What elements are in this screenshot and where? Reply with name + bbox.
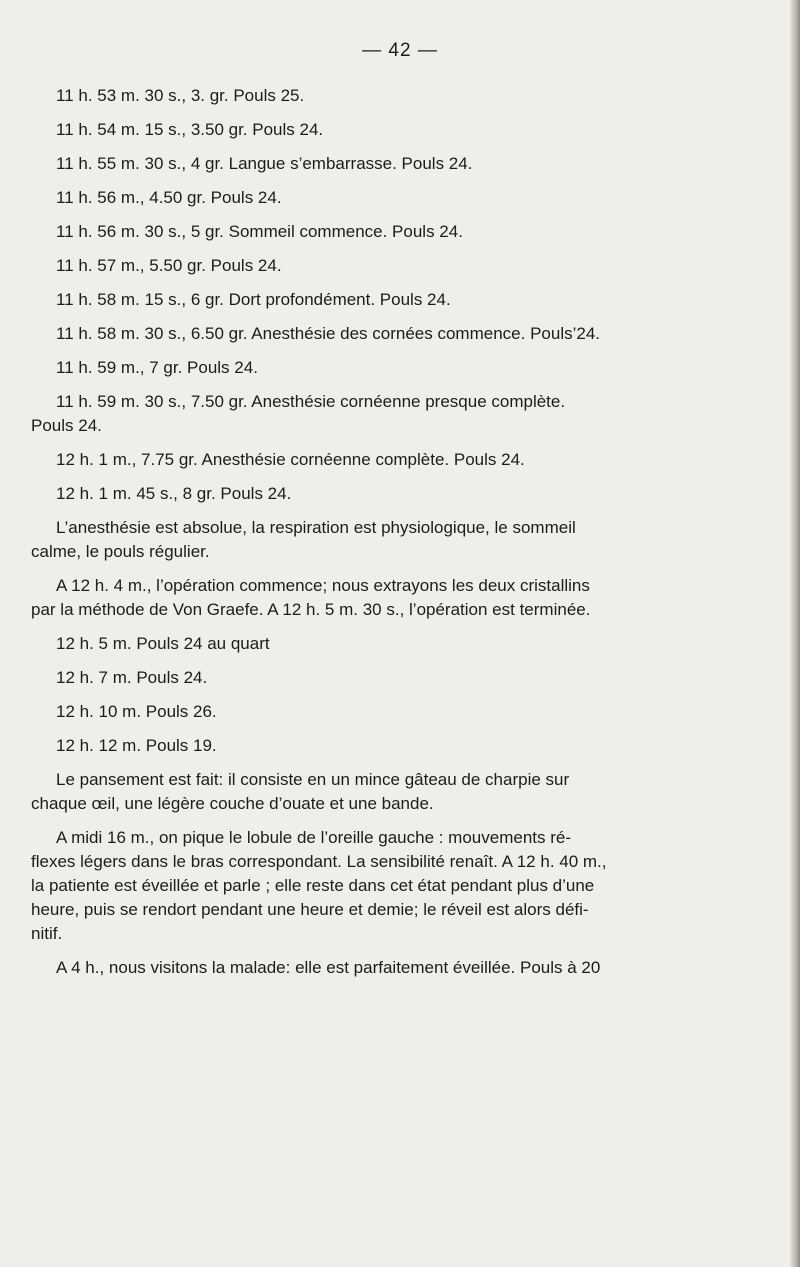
log-line: 11 h. 58 m. 30 s., 6.50 gr. Anesthésie des cornées commence. Pouls’24. <box>56 324 600 343</box>
log-line: 11 h. 58 m. 15 s., 6 gr. Dort profondément. Pouls 24. <box>56 290 451 309</box>
page-body <box>31 84 768 980</box>
paragraph-line: 11 h. 59 m. 30 s., 7.50 gr. Anesthésie cornéenne presque complète. <box>56 392 566 411</box>
log-line: 12 h. 10 m. Pouls 26. <box>56 702 217 721</box>
paragraph-line: L’anesthésie est absolue, la respiration est physiologique, le sommeil <box>56 518 576 537</box>
paragraph-line: calme, le pouls régulier. <box>31 542 210 561</box>
paragraph-line: flexes légers dans le bras correspondant. La sensibilité renaît. A 12 h. 40 m., <box>31 852 607 871</box>
paragraph-final <box>56 956 768 980</box>
log-line: 12 h. 5 m. Pouls 24 au quart <box>56 634 270 653</box>
page-number: — 42 — <box>362 40 438 61</box>
log-line: 12 h. 1 m. 45 s., 8 gr. Pouls 24. <box>56 484 292 503</box>
log-line: 11 h. 56 m., 4.50 gr. Pouls 24. <box>56 188 282 207</box>
paragraph-line: nitif. <box>31 924 63 943</box>
log-line: 11 h. 59 m., 7 gr. Pouls 24. <box>56 358 258 377</box>
paragraph-line: A midi 16 m., on pique le lobule de l’oreille gauche : mouvements ré- <box>56 828 572 847</box>
page-edge-shadow <box>790 0 800 1267</box>
paragraph-operation <box>31 574 768 622</box>
log-line: 11 h. 57 m., 5.50 gr. Pouls 24. <box>56 256 282 275</box>
log-line: 12 h. 7 m. Pouls 24. <box>56 668 208 687</box>
paragraph-line: A 12 h. 4 m., l’opération commence; nous extrayons les deux cristallins <box>56 576 590 595</box>
log-line: 11 h. 56 m. 30 s., 5 gr. Sommeil commence. Pouls 24. <box>56 222 463 241</box>
log-line: 11 h. 53 m. 30 s., 3. gr. Pouls 25. <box>56 86 305 105</box>
log-line: 11 h. 55 m. 30 s., 4 gr. Langue s’embarrasse. Pouls 24. <box>56 154 473 173</box>
paragraph-pansement <box>31 768 768 816</box>
log-line: 12 h. 1 m., 7.75 gr. Anesthésie cornéenne complète. Pouls 24. <box>56 450 525 469</box>
paragraph-anesthesie <box>31 516 768 564</box>
paragraph-line: Le pansement est fait: il consiste en un mince gâteau de charpie sur <box>56 770 570 789</box>
log-line: 11 h. 54 m. 15 s., 3.50 gr. Pouls 24. <box>56 120 324 139</box>
paragraph-line: Pouls 24. <box>31 416 102 435</box>
paragraph-line: par la méthode de Von Graefe. A 12 h. 5 m. 30 s., l’opération est terminée. <box>31 600 591 619</box>
paragraph-line: la patiente est éveillée et parle ; elle reste dans cet état pendant plus d’une <box>31 876 595 895</box>
log-line: 12 h. 12 m. Pouls 19. <box>56 736 217 755</box>
paragraph-line: chaque œil, une légère couche d’ouate et une bande. <box>31 794 434 813</box>
paragraph-midi <box>31 826 768 946</box>
paragraph-line: A 4 h., nous visitons la malade: elle est parfaitement éveillée. Pouls à 20 <box>56 958 601 977</box>
paragraph-complete <box>31 390 768 438</box>
paragraph-line: heure, puis se rendort pendant une heure et demie; le réveil est alors défi- <box>31 900 589 919</box>
